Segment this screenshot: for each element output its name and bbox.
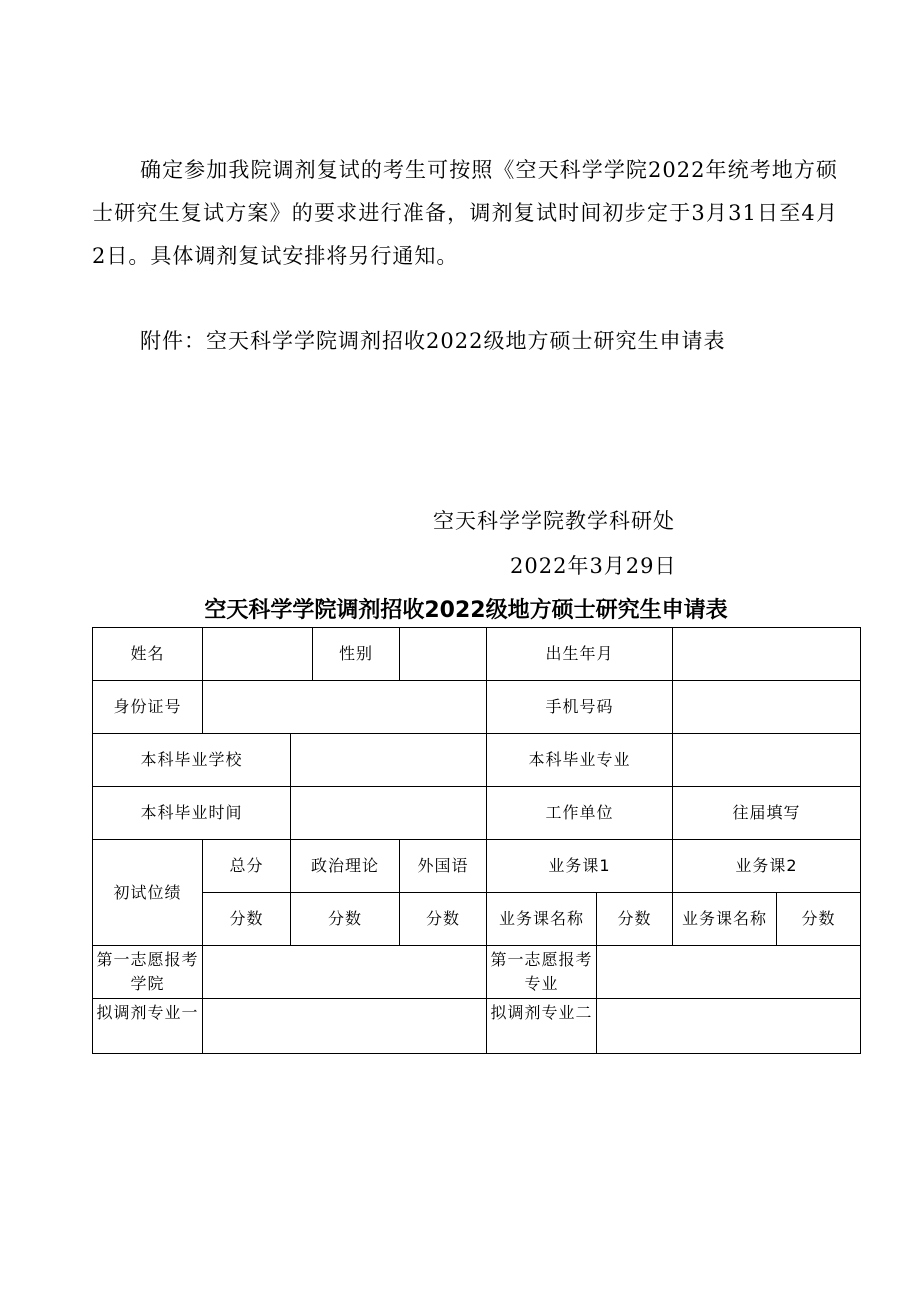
label-first-choice-major: 第一志愿报考专业 xyxy=(487,946,597,999)
foreign-lang-score-field[interactable]: 分数 xyxy=(400,893,487,946)
label-course1: 业务课1 xyxy=(487,840,673,893)
phone-field[interactable] xyxy=(673,681,861,734)
first-choice-college-field[interactable] xyxy=(203,946,487,999)
label-foreign-lang: 外国语 xyxy=(400,840,487,893)
label-undergrad-major: 本科毕业专业 xyxy=(487,734,673,787)
course2-score-field[interactable]: 分数 xyxy=(777,893,861,946)
row-scores-sub xyxy=(93,893,861,946)
transfer-major-1-field[interactable] xyxy=(203,999,487,1054)
transfer-major-2-field[interactable] xyxy=(597,999,861,1054)
attachment-line: 附件：空天科学学院调剂招收2022级地方硕士研究生申请表 xyxy=(140,329,726,353)
birth-field[interactable] xyxy=(673,628,861,681)
row-transfer xyxy=(93,999,861,1054)
course2-name-field[interactable]: 业务课名称 xyxy=(673,893,777,946)
total-score-field[interactable]: 分数 xyxy=(203,893,291,946)
row-grad-time xyxy=(93,787,861,840)
label-name: 姓名 xyxy=(93,628,203,681)
label-gender: 性别 xyxy=(313,628,400,681)
label-transfer-major-2: 拟调剂专业二 xyxy=(487,999,597,1054)
first-choice-major-field[interactable] xyxy=(597,946,861,999)
label-politics: 政治理论 xyxy=(291,840,400,893)
work-unit-hint[interactable]: 往届填写 xyxy=(673,787,861,840)
label-birth: 出生年月 xyxy=(487,628,673,681)
grad-time-field[interactable] xyxy=(291,787,487,840)
course1-score-field[interactable]: 分数 xyxy=(597,893,673,946)
label-id-number: 身份证号 xyxy=(93,681,203,734)
label-total: 总分 xyxy=(203,840,291,893)
label-work-unit: 工作单位 xyxy=(487,787,673,840)
row-school xyxy=(93,734,861,787)
course1-name-field[interactable]: 业务课名称 xyxy=(487,893,597,946)
row-scores-header xyxy=(93,840,861,893)
name-field[interactable] xyxy=(203,628,313,681)
label-prelim-scores: 初试位绩 xyxy=(93,840,203,946)
form-title: 空天科学学院调剂招收2022级地方硕士研究生申请表 xyxy=(204,598,728,623)
signature-date: 2022年3月29日 xyxy=(510,554,677,578)
label-phone: 手机号码 xyxy=(487,681,673,734)
notice-paragraph: 确定参加我院调剂复试的考生可按照《空天科学学院2022年统考地方硕士研究生复试方案》的要求进行准备，调剂复试时间初步定于3月31日至4月2日。具体调剂复试安排将另行通知。 xyxy=(92,158,838,268)
undergrad-major-field[interactable] xyxy=(673,734,861,787)
application-form-table xyxy=(92,627,861,1054)
row-first-choice xyxy=(93,946,861,999)
label-transfer-major-1: 拟调剂专业一 xyxy=(93,999,203,1054)
gender-field[interactable] xyxy=(400,628,487,681)
undergrad-school-field[interactable] xyxy=(291,734,487,787)
label-undergrad-school: 本科毕业学校 xyxy=(93,734,291,787)
id-number-field[interactable] xyxy=(203,681,487,734)
label-first-choice-college: 第一志愿报考学院 xyxy=(93,946,203,999)
politics-score-field[interactable]: 分数 xyxy=(291,893,400,946)
label-grad-time: 本科毕业时间 xyxy=(93,787,291,840)
row-id xyxy=(93,681,861,734)
row-name xyxy=(93,628,861,681)
label-course2: 业务课2 xyxy=(673,840,861,893)
signature-organization: 空天科学学院教学科研处 xyxy=(433,509,675,533)
